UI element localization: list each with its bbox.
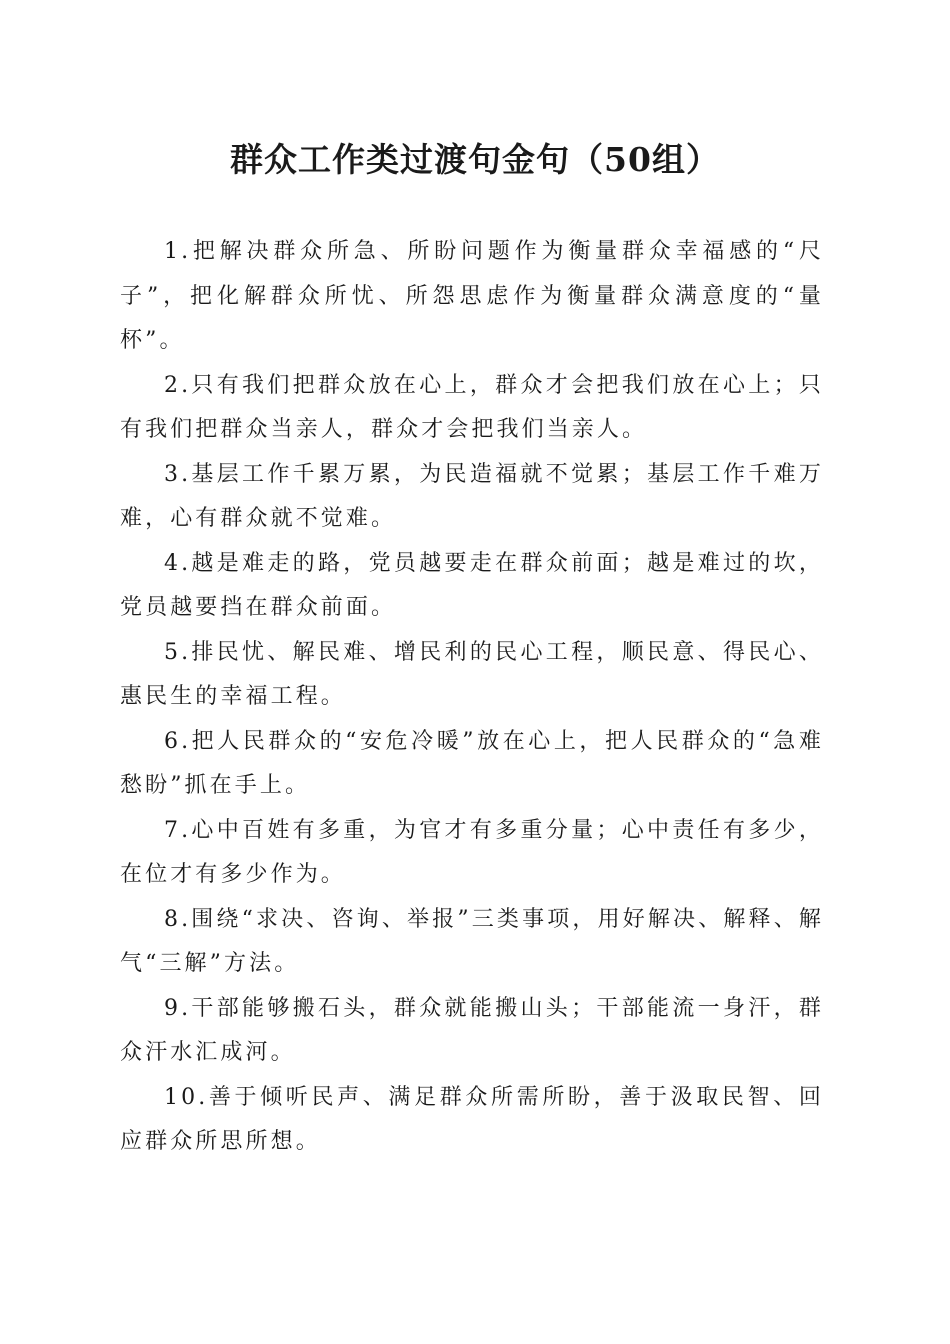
sentence-item-5: 5.排民忧、解民难、增民利的民心工程，顺民意、得民心、惠民生的幸福工程。 [120, 639, 824, 709]
sentence-list [120, 230, 824, 1165]
sentence-item-7: 7.心中百姓有多重，为官才有多重分量；心中责任有多少，在位才有多少作为。 [120, 817, 824, 887]
sentence-item-4: 4.越是难走的路，党员越要走在群众前面；越是难过的坎，党员越要挡在群众前面。 [120, 550, 824, 620]
sentence-item-1: 1.把解决群众所急、所盼问题作为衡量群众幸福感的“尺子”，把化解群众所忧、所怨思虑作为衡量群众满意度的“量杯”。 [120, 239, 824, 353]
sentence-item-8: 8.围绕“求决、咨询、举报”三类事项，用好解决、解释、解气“三解”方法。 [120, 906, 824, 976]
sentence-item-6: 6.把人民群众的“安危冷暖”放在心上，把人民群众的“急难愁盼”抓在手上。 [120, 728, 824, 798]
sentence-item-2: 2.只有我们把群众放在心上，群众才会把我们放在心上；只有我们把群众当亲人，群众才会把我们当亲人。 [120, 372, 824, 442]
sentence-item-3: 3.基层工作千累万累，为民造福就不觉累；基层工作千难万难，心有群众就不觉难。 [120, 461, 824, 531]
sentence-item-9: 9.干部能够搬石头，群众就能搬山头；干部能流一身汗，群众汗水汇成河。 [120, 995, 824, 1065]
sentence-item-10: 10.善于倾听民声、满足群众所需所盼，善于汲取民智、回应群众所思所想。 [120, 1084, 824, 1154]
document-title: 群众工作类过渡句金句（50组） [230, 140, 720, 179]
